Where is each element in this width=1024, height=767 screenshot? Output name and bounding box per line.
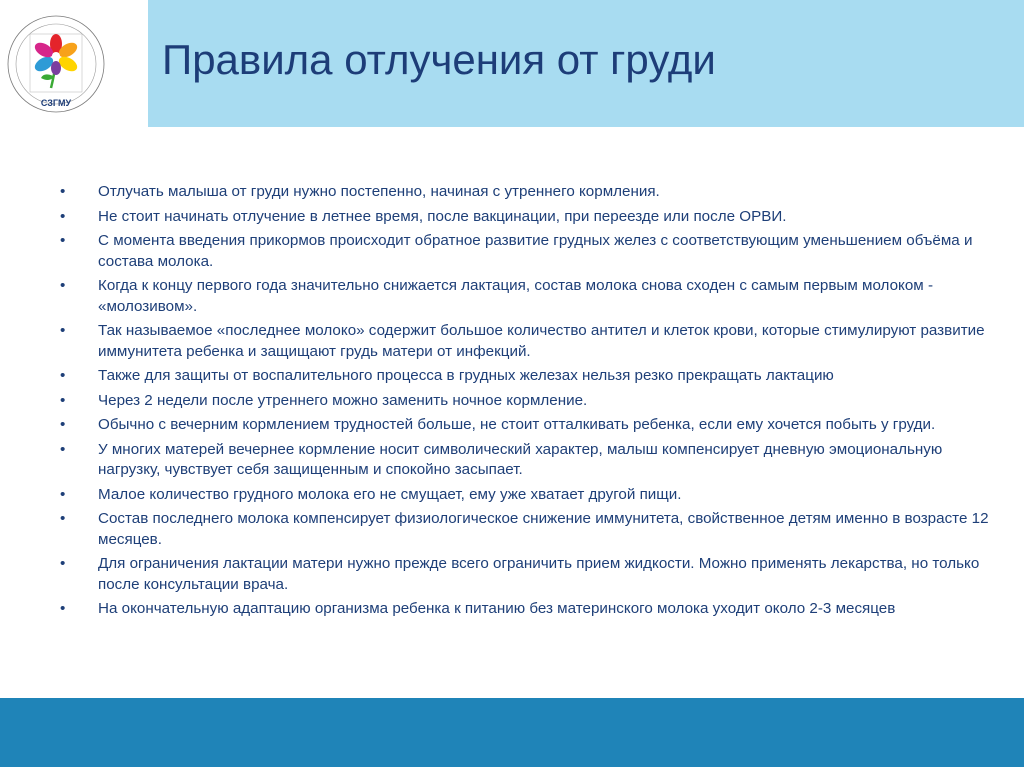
list-item-text: Не стоит начинать отлучение в летнее время, после вакцинации, при переезде или после ОРВИ. [98, 207, 787, 225]
logo [0, 0, 112, 130]
bullet-icon: • [60, 207, 66, 225]
list-item-text: На окончательную адаптацию организма ребенка к питанию без материнского молока уходит около 2-3 месяцев [98, 600, 896, 617]
list-item-text: Когда к концу первого года значительно снижается лактация, состав молока снова сходен с самым первым молоком - «молозивом». [98, 277, 934, 315]
list-item [60, 415, 990, 436]
bullet-icon: • [60, 367, 66, 384]
footer-band [0, 698, 1024, 767]
bullet-icon: • [60, 416, 66, 433]
list-item [60, 440, 990, 481]
list-item-text: У многих матерей вечернее кормление носит символический характер, малыш компенсирует дневную эмоциональную нагрузку, чувствует себя защищенным и спокойно засыпает. [98, 440, 943, 478]
bullet-icon: • [60, 440, 66, 458]
list-item-text: Отлучать малыша от груди нужно постепенно, начиная с утреннего кормления. [98, 183, 660, 200]
list-item-text: Состав последнего молока компенсирует физиологическое снижение иммунитета, свойственное детям именно в возрасте 12 месяцев. [98, 510, 989, 548]
bullet-icon: • [60, 600, 66, 617]
bullet-icon: • [60, 485, 66, 503]
list-item-text: Также для защиты от воспалительного процесса в грудных железах нельзя резко прекращать лактацию [98, 367, 834, 384]
bullet-icon: • [60, 277, 66, 294]
list-item-text: Для ограничения лактации матери нужно прежде всего ограничить прием жидкости. Можно применять лекарства, но только после консультации врача. [98, 555, 980, 593]
list-item-text: Обычно с вечерним кормлением трудностей больше, не стоит отталкивать ребенка, если ему хочется побыть у груди. [98, 416, 936, 433]
bullet-list [60, 182, 990, 624]
bullet-icon: • [60, 232, 66, 249]
bullet-icon: • [60, 391, 66, 409]
list-item-text: Так называемое «последнее молоко» содержит большое количество антител и клеток крови, которые стимулируют развитие иммунитета ребенка и защищают грудь матери от инфекций. [98, 322, 985, 360]
list-item-text: Малое количество грудного молока его не смущает, ему уже хватает другой пищи. [98, 485, 682, 503]
list-item [60, 276, 990, 317]
list-item [60, 366, 990, 387]
bullet-icon: • [60, 555, 66, 572]
list-item [60, 599, 990, 620]
list-item [60, 321, 990, 362]
list-item-text: Через 2 недели после утреннего можно заменить ночное кормление. [98, 391, 588, 409]
bullet-icon: • [60, 183, 66, 200]
list-item [60, 485, 990, 506]
list-item [60, 391, 990, 412]
list-item [60, 182, 990, 203]
bullet-icon: • [60, 322, 66, 339]
logo-text: СЗГМУ [40, 98, 72, 108]
list-item [60, 554, 990, 595]
flower-logo-icon [4, 6, 108, 126]
page-title: Правила отлучения от груди [162, 36, 716, 83]
list-item-text: С момента введения прикормов происходит обратное развитие грудных желез с соответствующим уменьшением объёма и состава молока. [98, 232, 973, 270]
list-item [60, 509, 990, 550]
bullet-icon: • [60, 510, 66, 527]
list-item [60, 207, 990, 228]
list-item [60, 231, 990, 272]
